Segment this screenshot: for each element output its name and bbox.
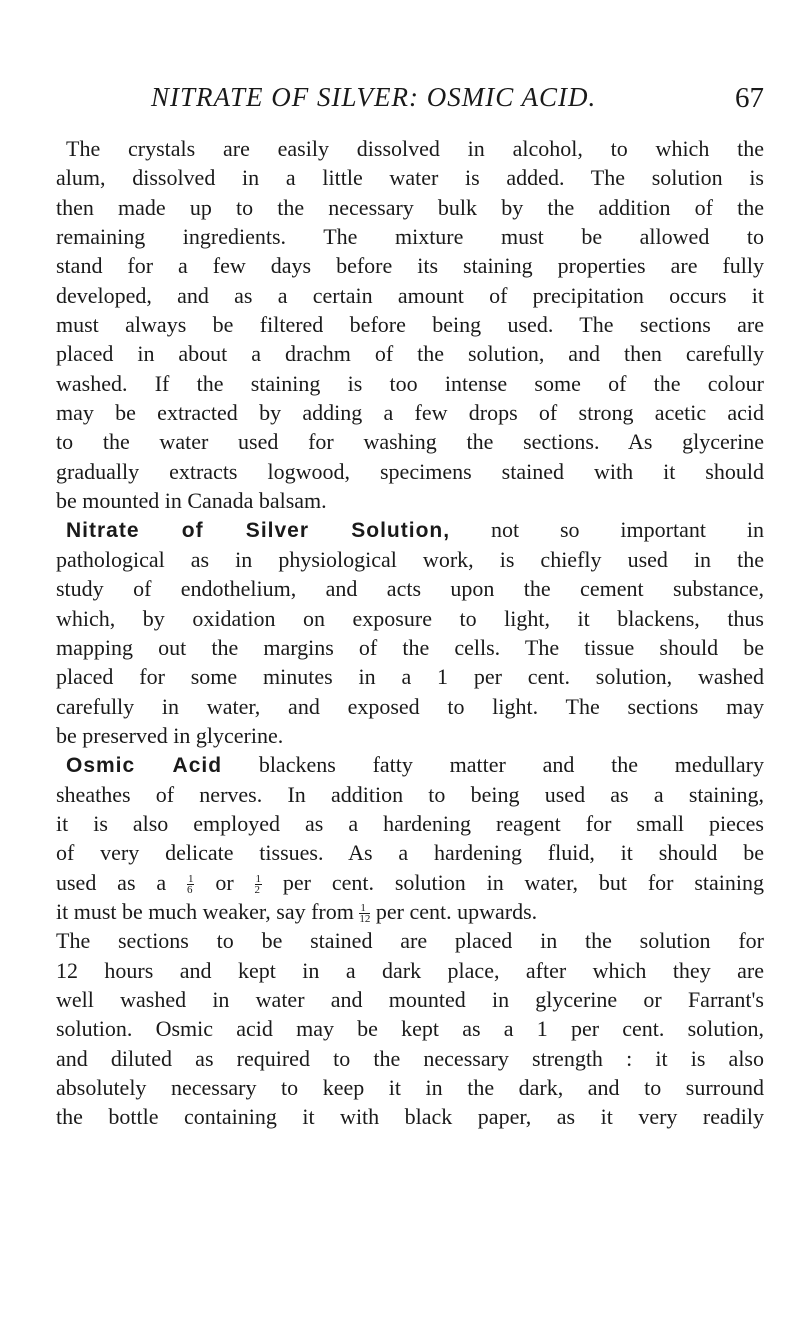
text-fragment: blackens fatty matter and the medullary (222, 752, 765, 778)
text-line: The sections to be stained are placed in the solution for (56, 928, 764, 954)
text-line: alum, dissolved in a little water is added. The solution is (56, 165, 764, 191)
text-fragment: or (194, 869, 255, 895)
fraction-numerator: 1 (255, 873, 262, 886)
text-line: may be extracted by adding a few drops of strong acetic acid (56, 400, 764, 426)
text-line: be preserved in glycerine. (56, 722, 284, 748)
text-fragment: not so important in (450, 517, 764, 543)
section-heading-nitrate: Nitrate of Silver Solution, (66, 519, 451, 543)
text-line: sheathes of nerves. In addition to being used as a staining, (56, 781, 764, 807)
fraction-numerator: 1 (187, 873, 194, 886)
fraction-line (56, 897, 764, 926)
section-heading-osmic: Osmic Acid (66, 754, 223, 778)
text-line: stand for a few days before its staining properties are fully (56, 253, 764, 279)
text-line: placed in about a drachm of the solution, and then carefully (56, 341, 764, 367)
body-text (56, 134, 764, 1132)
text-fragment: per cent. solution in water, but for staining (262, 869, 765, 895)
nitrate-first-line (56, 515, 764, 544)
text-line: then made up to the necessary bulk by the addition of the (56, 194, 764, 220)
text-line: solution. Osmic acid may be kept as a 1 per cent. solution, (56, 1016, 764, 1042)
text-line: of very delicate tissues. As a hardening fluid, it should be (56, 840, 764, 866)
fraction-denominator: 2 (254, 884, 261, 897)
fraction-denominator: 12 (359, 913, 371, 926)
page-number: 67 (735, 82, 764, 114)
fraction-one-twelfth (359, 903, 370, 924)
text-fragment: per cent. upwards. (370, 898, 538, 924)
text-line: must always be filtered before being used. The sections are (56, 312, 764, 338)
running-head (56, 82, 764, 122)
text-line: 12 hours and kept in a dark place, after which they are (56, 957, 764, 983)
text-line: remaining ingredients. The mixture must be allowed to (56, 224, 764, 250)
text-line: mapping out the margins of the cells. The tissue should be (56, 634, 764, 660)
text-line: pathological as in physiological work, is chiefly used in the (56, 546, 764, 572)
fraction-numerator: 1 (359, 903, 370, 914)
text-line: well washed in water and mounted in glycerine or Farrant's (56, 986, 764, 1012)
text-line: which, by oxidation on exposure to light, it blackens, thus (56, 605, 764, 631)
text-line: gradually extracts logwood, specimens stained with it should (56, 458, 764, 484)
text-line: it is also employed as a hardening reagent for small pieces (56, 810, 764, 836)
text-fragment: used as a (56, 869, 187, 895)
text-line: carefully in water, and exposed to light. The sections may (56, 693, 764, 719)
fraction-line (56, 868, 764, 897)
text-line: to the water used for washing the sections. As glycerine (56, 429, 764, 455)
running-title: NITRATE OF SILVER: OSMIC ACID. (151, 82, 597, 112)
text-line: washed. If the staining is too intense some of the colour (56, 370, 764, 396)
text-line: The crystals are easily dissolved in alcohol, to which the (66, 136, 764, 161)
fraction-denominator: 6 (186, 884, 193, 897)
text-line: absolutely necessary to keep it in the dark, and to surround (56, 1075, 764, 1100)
fraction-one-half (255, 874, 263, 895)
text-line: the bottle containing it with black paper, as it very readily (56, 1104, 764, 1130)
text-line: study of endothelium, and acts upon the cement substance, (56, 576, 764, 602)
osmic-first-line (56, 750, 764, 779)
text-line: placed for some minutes in a 1 per cent. solution, washed (56, 664, 764, 690)
text-line: be mounted in Canada balsam. (56, 488, 327, 514)
text-line: developed, and as a certain amount of precipitation occurs it (56, 282, 764, 308)
book-page (56, 82, 764, 1132)
text-line: and diluted as required to the necessary strength : it is also (56, 1045, 764, 1071)
text-fragment: it must be much weaker, say from (56, 898, 360, 924)
